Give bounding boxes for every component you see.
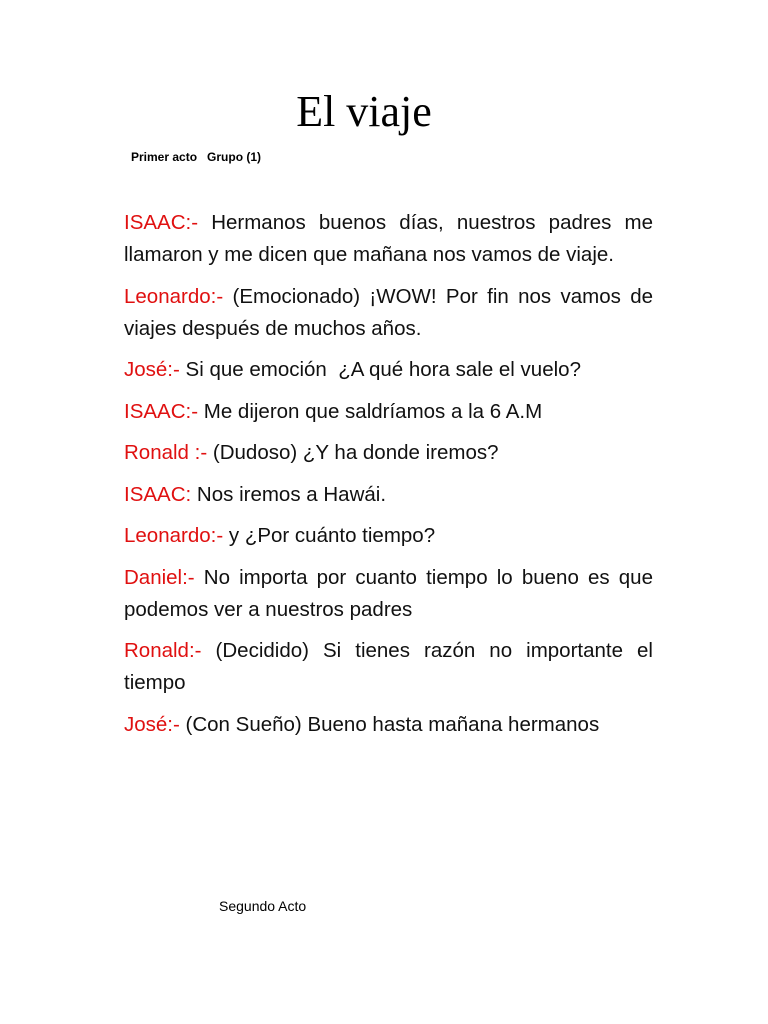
dialog-text: (Dudoso) ¿Y ha donde iremos? (207, 441, 499, 464)
dialog-text: No importa por cuanto tiempo lo bueno es que podemos ver a nuestros padres (124, 565, 653, 621)
dialog-line (124, 479, 653, 511)
speaker-name: José:- (124, 358, 180, 381)
speaker-name: José:- (124, 712, 180, 736)
dialog-line (124, 396, 653, 428)
dialog-text: (Con Sueño) Bueno hasta mañana hermanos (179, 712, 600, 736)
dialog-text: Hermanos buenos días, nuestros padres me llamaron y me dicen que mañana nos vamos de viaje. (124, 211, 653, 266)
dialog-text: Si que emoción ¿A qué hora sale el vuelo? (179, 358, 581, 381)
speaker-name: ISAAC:- (124, 399, 199, 423)
dialog-line (124, 207, 653, 271)
speaker-name: ISAAC:- (124, 211, 199, 234)
next-act-label: Segundo Acto (219, 898, 307, 914)
dialog-text: Me dijeron que saldríamos a la 6 A.M (198, 399, 543, 423)
speaker-name: Leonardo:- (124, 524, 224, 547)
speaker-name: Daniel:- (124, 565, 195, 589)
act-subtitle: Primer acto Grupo (1) (131, 150, 262, 164)
dialog-line (124, 520, 653, 552)
dialog-text: Nos iremos a Hawái. (191, 482, 387, 506)
dialog-text: (Decidido) Si tienes razón no importante el tiempo (124, 639, 653, 694)
dialog-line (124, 562, 653, 626)
speaker-name: ISAAC: (124, 482, 192, 506)
speaker-name: Ronald :- (124, 441, 208, 464)
speaker-name: Leonardo:- (124, 284, 224, 308)
dialog-line (124, 437, 653, 469)
dialog-list (124, 207, 653, 750)
dialog-line (124, 354, 653, 386)
document-title: El viaje (296, 87, 432, 136)
dialog-text: (Emocionado) ¡WOW! Por fin nos vamos de viajes después de muchos años. (124, 284, 653, 340)
speaker-name: Ronald:- (124, 639, 202, 662)
dialog-text: y ¿Por cuánto tiempo? (223, 524, 436, 547)
dialog-line (124, 281, 653, 345)
dialog-line (124, 635, 653, 699)
dialog-line (124, 709, 653, 741)
